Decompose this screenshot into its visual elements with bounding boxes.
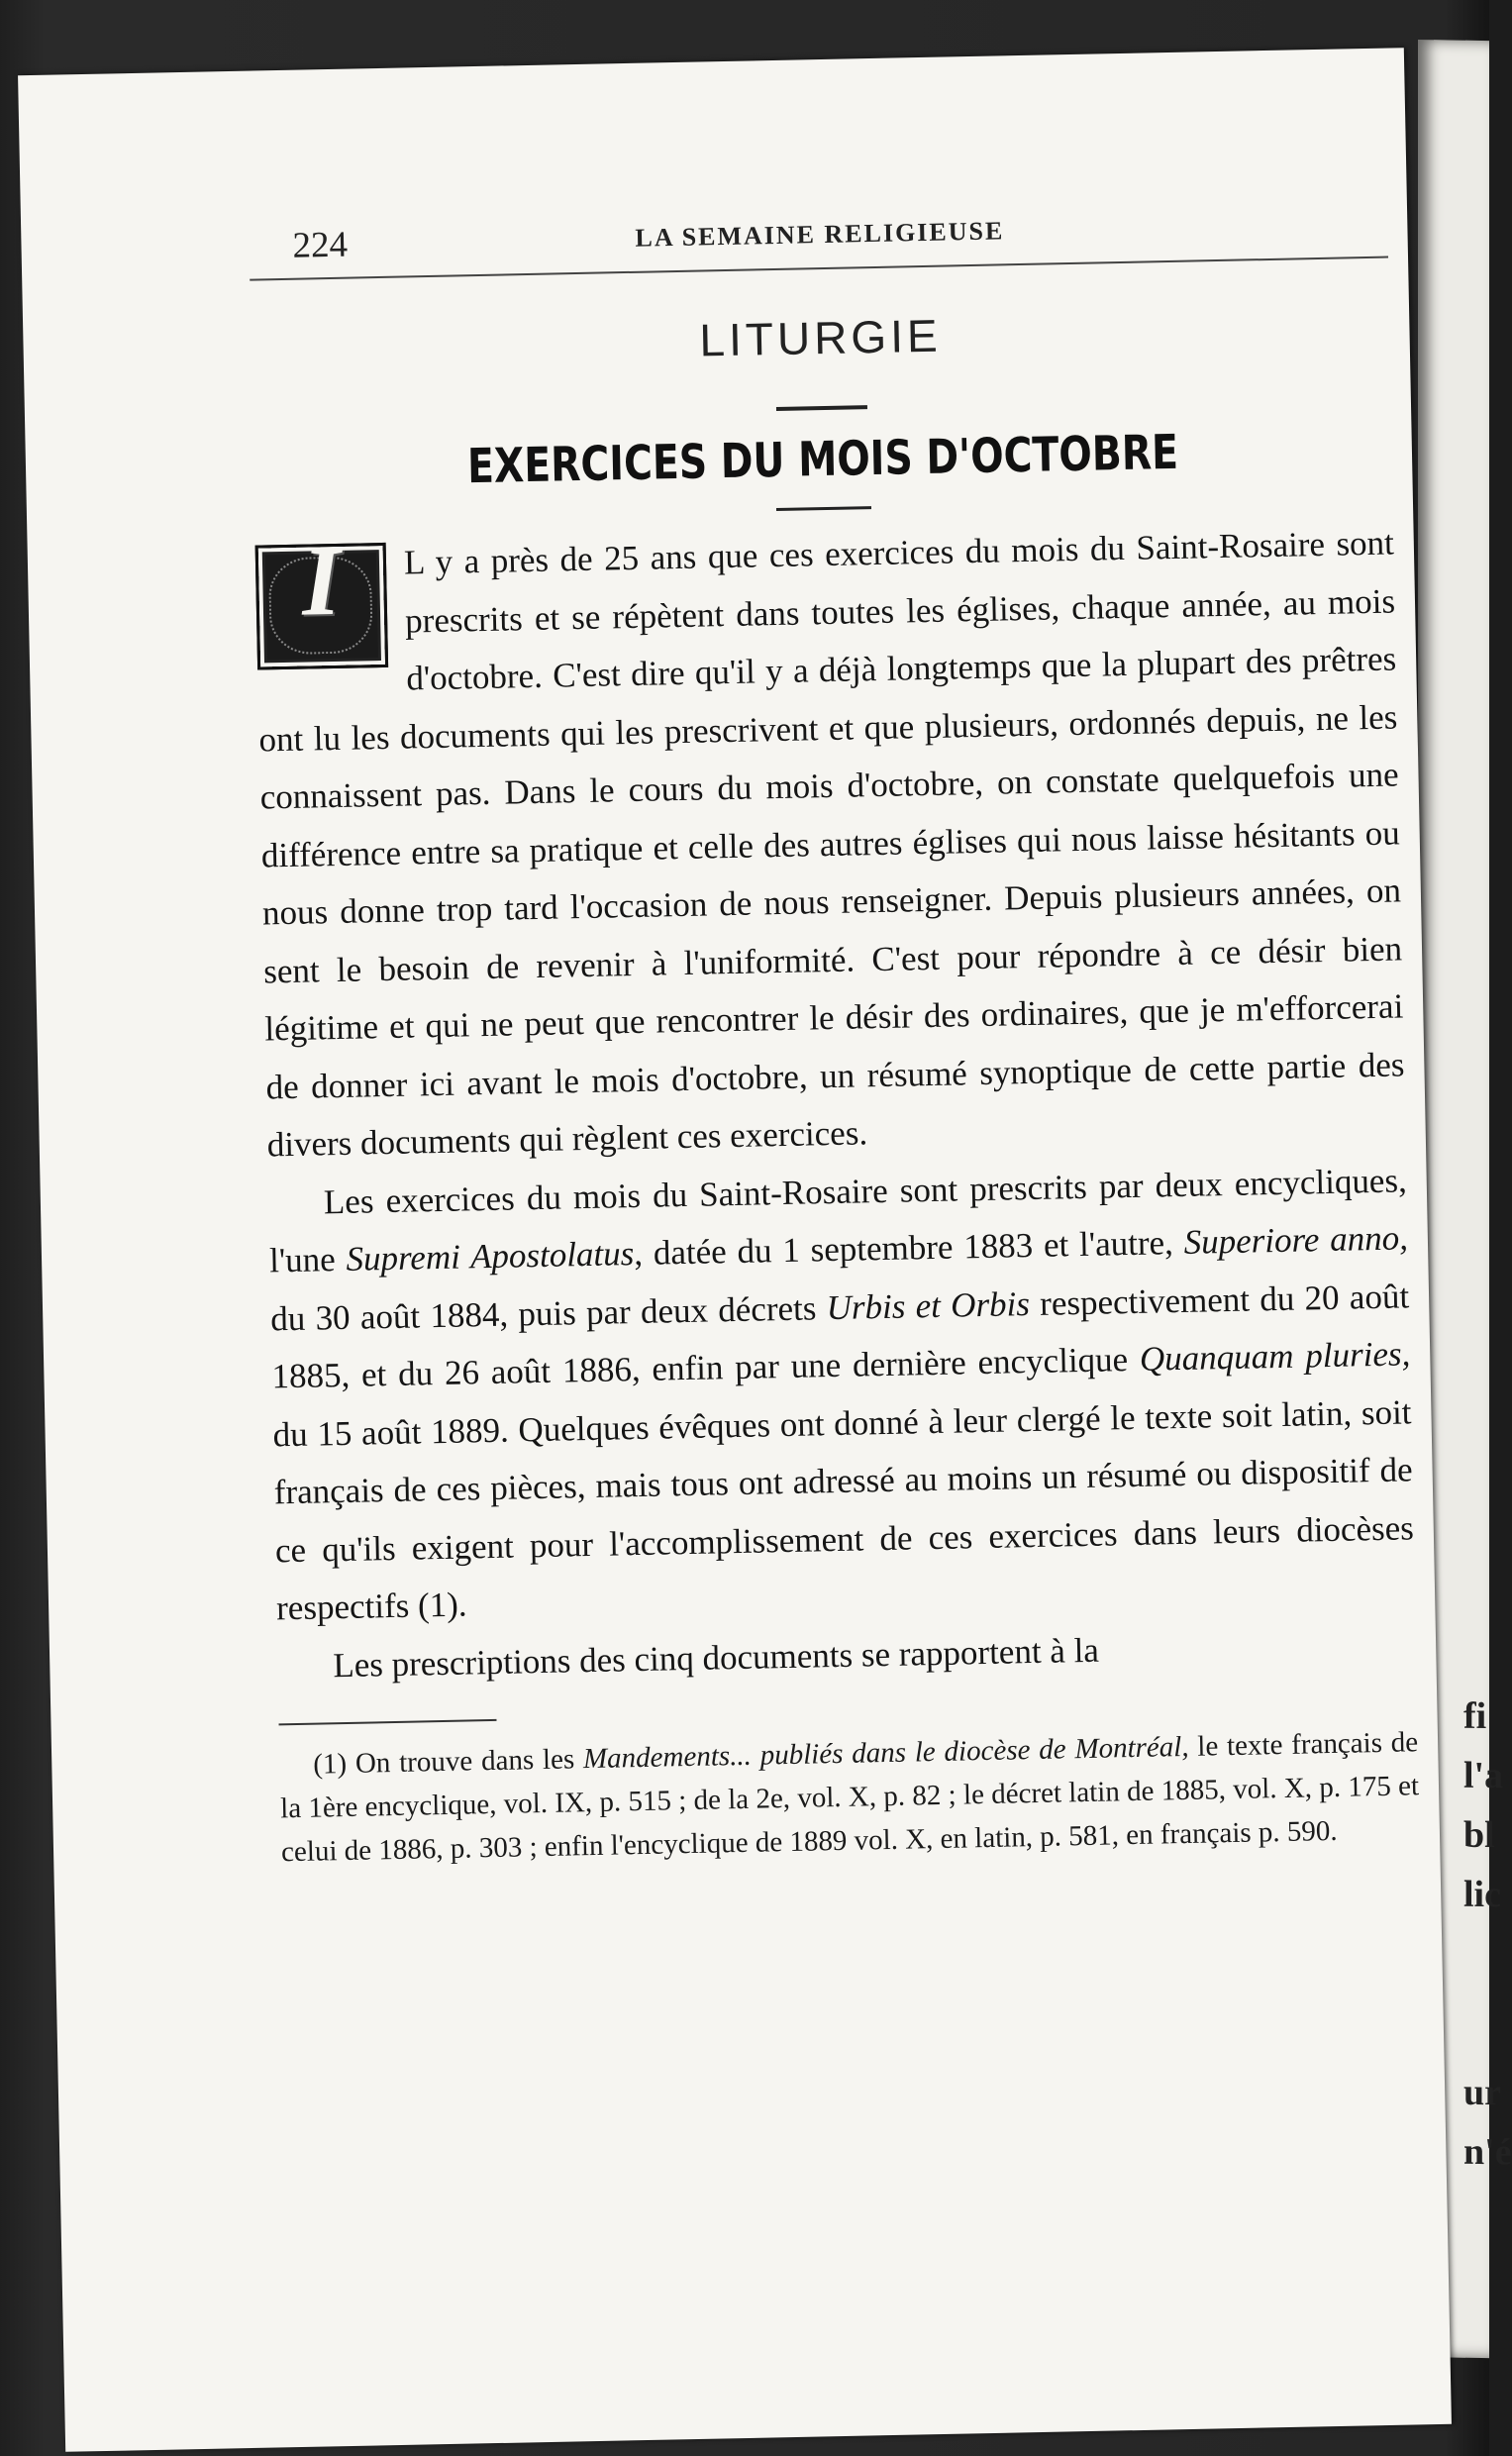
adjacent-fragment: lic	[1463, 1873, 1501, 1916]
article-body	[254, 514, 1416, 1695]
paragraph-1	[254, 514, 1406, 1174]
paragraph-2	[267, 1152, 1415, 1638]
running-head	[249, 197, 1388, 281]
journal-title: LA SEMAINE RELIGIEUSE	[635, 216, 1005, 253]
adjacent-fragment: ur	[1463, 2071, 1501, 2114]
text-run: Les exercices du mois du Saint-Rosaire sont prescrits par deux encycliques, l'une	[268, 1160, 1408, 1280]
title-divider-lower	[776, 506, 871, 511]
encyclical-title: Quanquam pluries,	[1139, 1334, 1411, 1379]
decree-title: Urbis et Orbis	[826, 1283, 1031, 1327]
page-content	[249, 197, 1420, 1875]
text-run: du 30 août 1884, puis par deux décrets	[269, 1287, 828, 1338]
publication-title: Mandements... publiés dans le diocèse de Montréal,	[582, 1730, 1189, 1776]
paragraph-1-text: L y a près de 25 ans que ces exercices du mois du Saint-Rosaire sont prescrits et se répètent dans toutes les églises, chaque année, au mois d'octobre. C'est dire qu'il y a déjà longtemps que la plupart des prêtres ont lu les documents qui les prescrivent et que plusieurs, ordonnés depuis, ne les connaissent pas. Dans le cours du mois d'octobre, on constate quelquefois une différence entre sa pratique et celle des autres églises qui nous laisse hésitants ou nous donne trop tard l'occasion de nous renseigner. Depuis plusieurs années, on sent le besoin de revenir à l'uniformité. C'est pour répondre à ce désir bien légitime et qui ne peut que rencontrer le désir des ordinaires, que je m'efforcerai de donner ici avant le mois d'octobre, un résumé synoptique de cette partie des divers documents qui règlent ces exercices.	[258, 523, 1405, 1165]
footnote-divider	[279, 1719, 497, 1725]
text-run: (1) On trouve dans les	[313, 1743, 584, 1781]
paragraph-3: Les prescriptions des cinq documents se rapportent à la	[332, 1630, 1100, 1685]
adjacent-fragment: bl	[1463, 1813, 1495, 1857]
page-number: 224	[292, 224, 349, 266]
adjacent-fragment: l'a	[1463, 1754, 1504, 1797]
text-run: respectivement du 20 août 1885, et du 26 août 1886, enfin par une dernière encyclique	[271, 1276, 1410, 1396]
text-run: , datée du 1 septembre 1883 et l'autre,	[633, 1222, 1185, 1274]
encyclical-title: Superiore anno,	[1183, 1218, 1409, 1262]
adjacent-fragment: n'é	[1463, 2130, 1512, 2174]
adjacent-fragment: fi	[1463, 1694, 1487, 1738]
drop-cap-letter: I	[300, 525, 342, 637]
footnote	[279, 1720, 1420, 1874]
text-run: du 15 août 1889. Quelques évêques ont donné à leur clergé le texte soit latin, soit français de ces pièces, mais tous ont adressé au moins un résumé ou dispositif de ce qu'ils exigent pour l'accomplissement de ces exercices dans leurs diocèses respectifs (1).	[272, 1391, 1415, 1628]
ornamental-drop-cap	[255, 525, 389, 670]
article-title: EXERCICES DU MOIS D'OCTOBRE	[466, 424, 1179, 495]
book-page	[18, 48, 1452, 2452]
text-run: le texte français de la 1ère encyclique, vol. IX, p. 515 ; de la 2e, vol. X, p. 82 ; le décret latin de 1885, vol. X, p. 175 et celui de 1886, p. 303 ; enfin l'encyclique de 1889 vol. X, en latin, p. 581, en français p. 590.	[279, 1726, 1420, 1869]
encyclical-title: Supremi Apostolatus	[346, 1234, 635, 1279]
title-divider	[776, 405, 867, 411]
section-title: LITURGIE	[698, 309, 943, 366]
